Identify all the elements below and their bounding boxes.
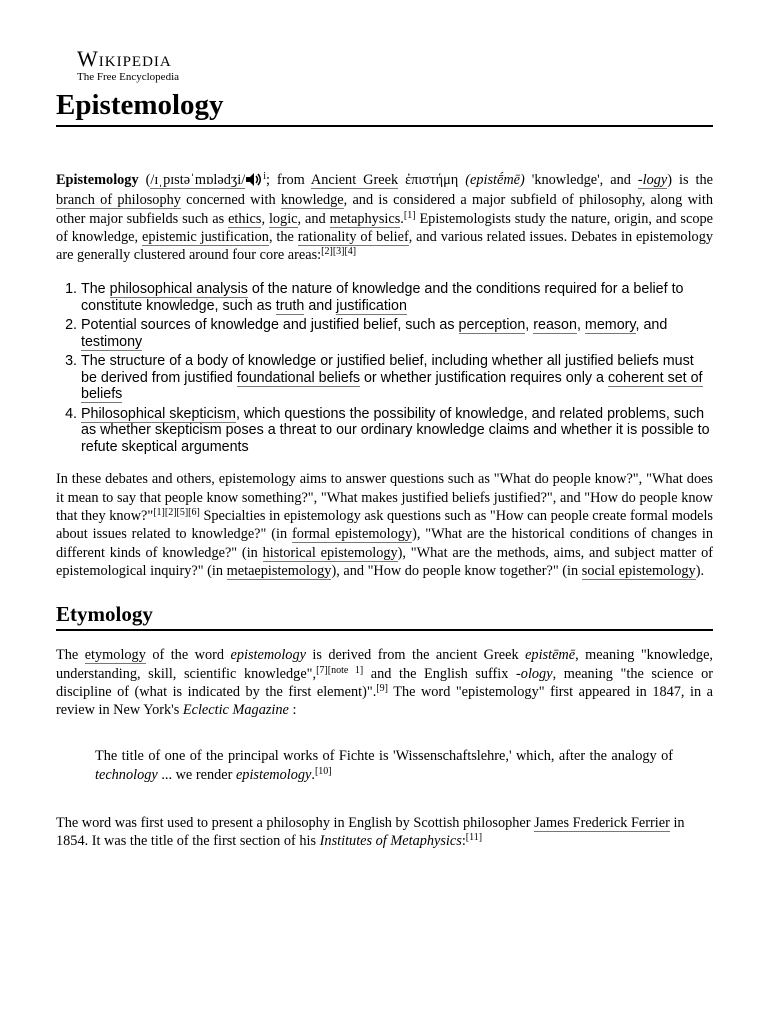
list-item (81, 353, 713, 403)
branch-of-philosophy-link[interactable]: branch of philosophy (56, 192, 181, 209)
logo-tagline: The Free Encyclopedia (77, 71, 180, 83)
text: . (311, 766, 315, 783)
article (56, 48, 713, 851)
ferrier-link[interactable]: James Frederick Ferrier (534, 815, 670, 832)
text: , meaning "the science or discipline of (what is indicated by the first element)". (56, 665, 713, 700)
debates-paragraph (56, 470, 713, 580)
citation-ref[interactable]: [7] (316, 664, 328, 676)
text: Specialties in epistemology ask questions such as "How can people create formal models about issues related to knowledge?" (in (56, 508, 713, 543)
block-quote (95, 747, 673, 784)
text: , which questions the possibility of knowledge, and related problems, such as whether skepticism poses a threat to our ordinary knowledge claims and whether it is possible to refute skeptical arguments (81, 405, 710, 455)
epistemic-justification-link[interactable]: epistemic justification (141, 228, 269, 245)
citation-ref[interactable]: [10] (314, 765, 332, 777)
greek-translit: (epistḗmē) (465, 172, 525, 188)
historical-epistemology-link[interactable]: historical epistemology (262, 544, 398, 561)
metaphysics-link[interactable]: metaphysics (329, 210, 401, 227)
etymology-link[interactable]: etymology (84, 647, 146, 664)
text: The (56, 647, 79, 664)
wikipedia-logo[interactable] (77, 48, 713, 83)
text: : (292, 702, 297, 719)
page-title: Epistemology (56, 87, 713, 127)
perception-link[interactable]: perception (458, 317, 526, 334)
text: , meaning "knowledge, understanding, skill, scientific knowledge", (56, 647, 713, 682)
audio-sup[interactable]: i (263, 171, 266, 182)
text: In these debates and others, epistemology aims to answer questions such as "What do people know?", "What does it mean to say that people know something?", "What makes justified beliefs justified?", and "How do people know that they know?" (56, 471, 713, 525)
text: The word was first used to present a philosophy in English by Scottish philosopher (56, 815, 531, 832)
philosophical-skepticism-link[interactable]: Philosophical skepticism (81, 405, 236, 422)
text: The (81, 281, 106, 298)
reason-link[interactable]: reason (533, 317, 577, 334)
text: , and is considered a major subfield of philosophy, along with other major subfields such as (56, 192, 713, 227)
metaepistemology-link[interactable]: metaepistemology (226, 562, 332, 579)
philosophical-analysis-link[interactable]: philosophical analysis (109, 281, 248, 298)
greek-word: ἐπιστήμη (405, 172, 459, 188)
note-ref[interactable]: [note 1] (327, 664, 364, 676)
text: The word "epistemology" first appeared in 1847, in a review in New York's (56, 683, 713, 719)
bold-term: Epistemology (56, 172, 139, 188)
ancient-greek-link[interactable]: Ancient Greek (310, 172, 399, 188)
text: The structure of a body of knowledge or justified belief, including whether all justified beliefs must be derived from justified (81, 353, 694, 386)
text: ). (695, 562, 705, 579)
testimony-link[interactable]: testimony (81, 333, 143, 350)
text: , and (297, 210, 326, 227)
text: 'knowledge', and (531, 172, 631, 188)
truth-link[interactable]: truth (275, 297, 305, 314)
list-item (81, 406, 713, 456)
justification-link[interactable]: justification (336, 297, 407, 314)
text: and (308, 297, 333, 314)
text: Potential sources of knowledge and justified belief, such as (81, 317, 455, 334)
etymology-paragraph (56, 646, 713, 719)
logy-link[interactable]: -logy (637, 172, 668, 188)
knowledge-link[interactable]: knowledge (280, 192, 344, 209)
text: Epistemologists study the nature, origin, and scope of knowledge, (56, 210, 713, 245)
magazine-title: Eclectic Magazine (182, 702, 289, 719)
list-item: 2. Potential sources of knowledge and justified belief, such as perception, reason, memory, and testimony (81, 317, 713, 350)
rationality-of-belief-link[interactable]: rationality of belief (297, 228, 409, 245)
section-heading-etymology: Etymology (56, 600, 713, 631)
ology-italic: -ology (516, 665, 553, 682)
text: ; from (265, 172, 305, 188)
intro-paragraph: Epistemology (/ɪˌpɪstəˈmɒlədʒi/ $^i$; from Ancient Greek ἐπιστήμη (epistḗmē) 'knowledge', and -logy) is the branch of philosophy concerned with knowledge, and is considered a major subfield of philosophy, along with other major subfields such as ethics, logic, and metaphysics.[1] Epistemologists study the nature, origin, and scope of knowledge, epistemic justification, the rationality of belief, and various related issues. Debates in epistemology are generally clustered around four core areas:[2][3][4] (56, 171, 714, 264)
text: ), and "How do people know together?" (in (331, 562, 579, 579)
social-epistemology-link[interactable]: social epistemology (581, 562, 696, 579)
text: concerned with (186, 192, 276, 209)
text: ... we render (161, 766, 233, 783)
core-areas-list (56, 281, 713, 455)
text: : (461, 833, 466, 850)
text: and the English suffix (370, 665, 509, 682)
citation-ref[interactable]: [1] (403, 209, 416, 221)
text: The title of one of the principal works of Fichte is 'Wissenschaftslehre,' which, after the analogy of (95, 748, 673, 765)
citation-ref[interactable]: [2][3][4] (321, 246, 357, 258)
foundational-beliefs-link[interactable]: foundational beliefs (236, 369, 360, 386)
speaker-icon[interactable] (246, 173, 262, 191)
coherent-set-of-beliefs-link[interactable]: coherent set of beliefs (81, 369, 703, 403)
text: of the nature of knowledge and the conditions required for a belief to constitute knowledge, such as (81, 281, 684, 314)
citation-ref[interactable]: [11] (465, 832, 483, 844)
word-italic: epistemology (230, 647, 306, 664)
text: ), "What are the methods, aims, and subject matter of epistemological inquiry?" (in (56, 544, 713, 579)
text: , and (635, 317, 668, 334)
book-title: Institutes of Metaphysics (319, 833, 462, 850)
text: , the (268, 228, 294, 245)
episteme-italic: epistēmē (525, 647, 576, 664)
citation-ref[interactable]: [9] (376, 682, 388, 694)
ipa-link[interactable]: /ɪˌpɪstəˈmɒlədʒi/ (150, 172, 246, 188)
text: in 1854. It was the title of the first section of his (56, 815, 685, 850)
citation-ref[interactable]: [1][2][5][6] (153, 507, 200, 519)
text: ) is the (667, 172, 714, 188)
formal-epistemology-link[interactable]: formal epistemology (292, 526, 413, 543)
ferrier-paragraph (56, 814, 713, 851)
text: or whether justification requires only a (363, 369, 604, 386)
text: of the word (152, 647, 225, 664)
logo-wordmark: Wikipedia (77, 46, 172, 71)
epistemology-italic: epistemology (235, 766, 312, 783)
technology-italic: technology (95, 766, 158, 783)
logic-link[interactable]: logic (268, 210, 298, 227)
text: , and various related issues. Debates in epistemology are generally clustered around four core areas: (56, 228, 713, 264)
ethics-link[interactable]: ethics (228, 210, 262, 227)
list-item (81, 281, 713, 314)
text: ), "What are the historical conditions of changes in different kinds of knowledge?" (in (56, 526, 714, 561)
text: is derived from the ancient Greek (312, 647, 519, 664)
memory-link[interactable]: memory (584, 317, 636, 334)
